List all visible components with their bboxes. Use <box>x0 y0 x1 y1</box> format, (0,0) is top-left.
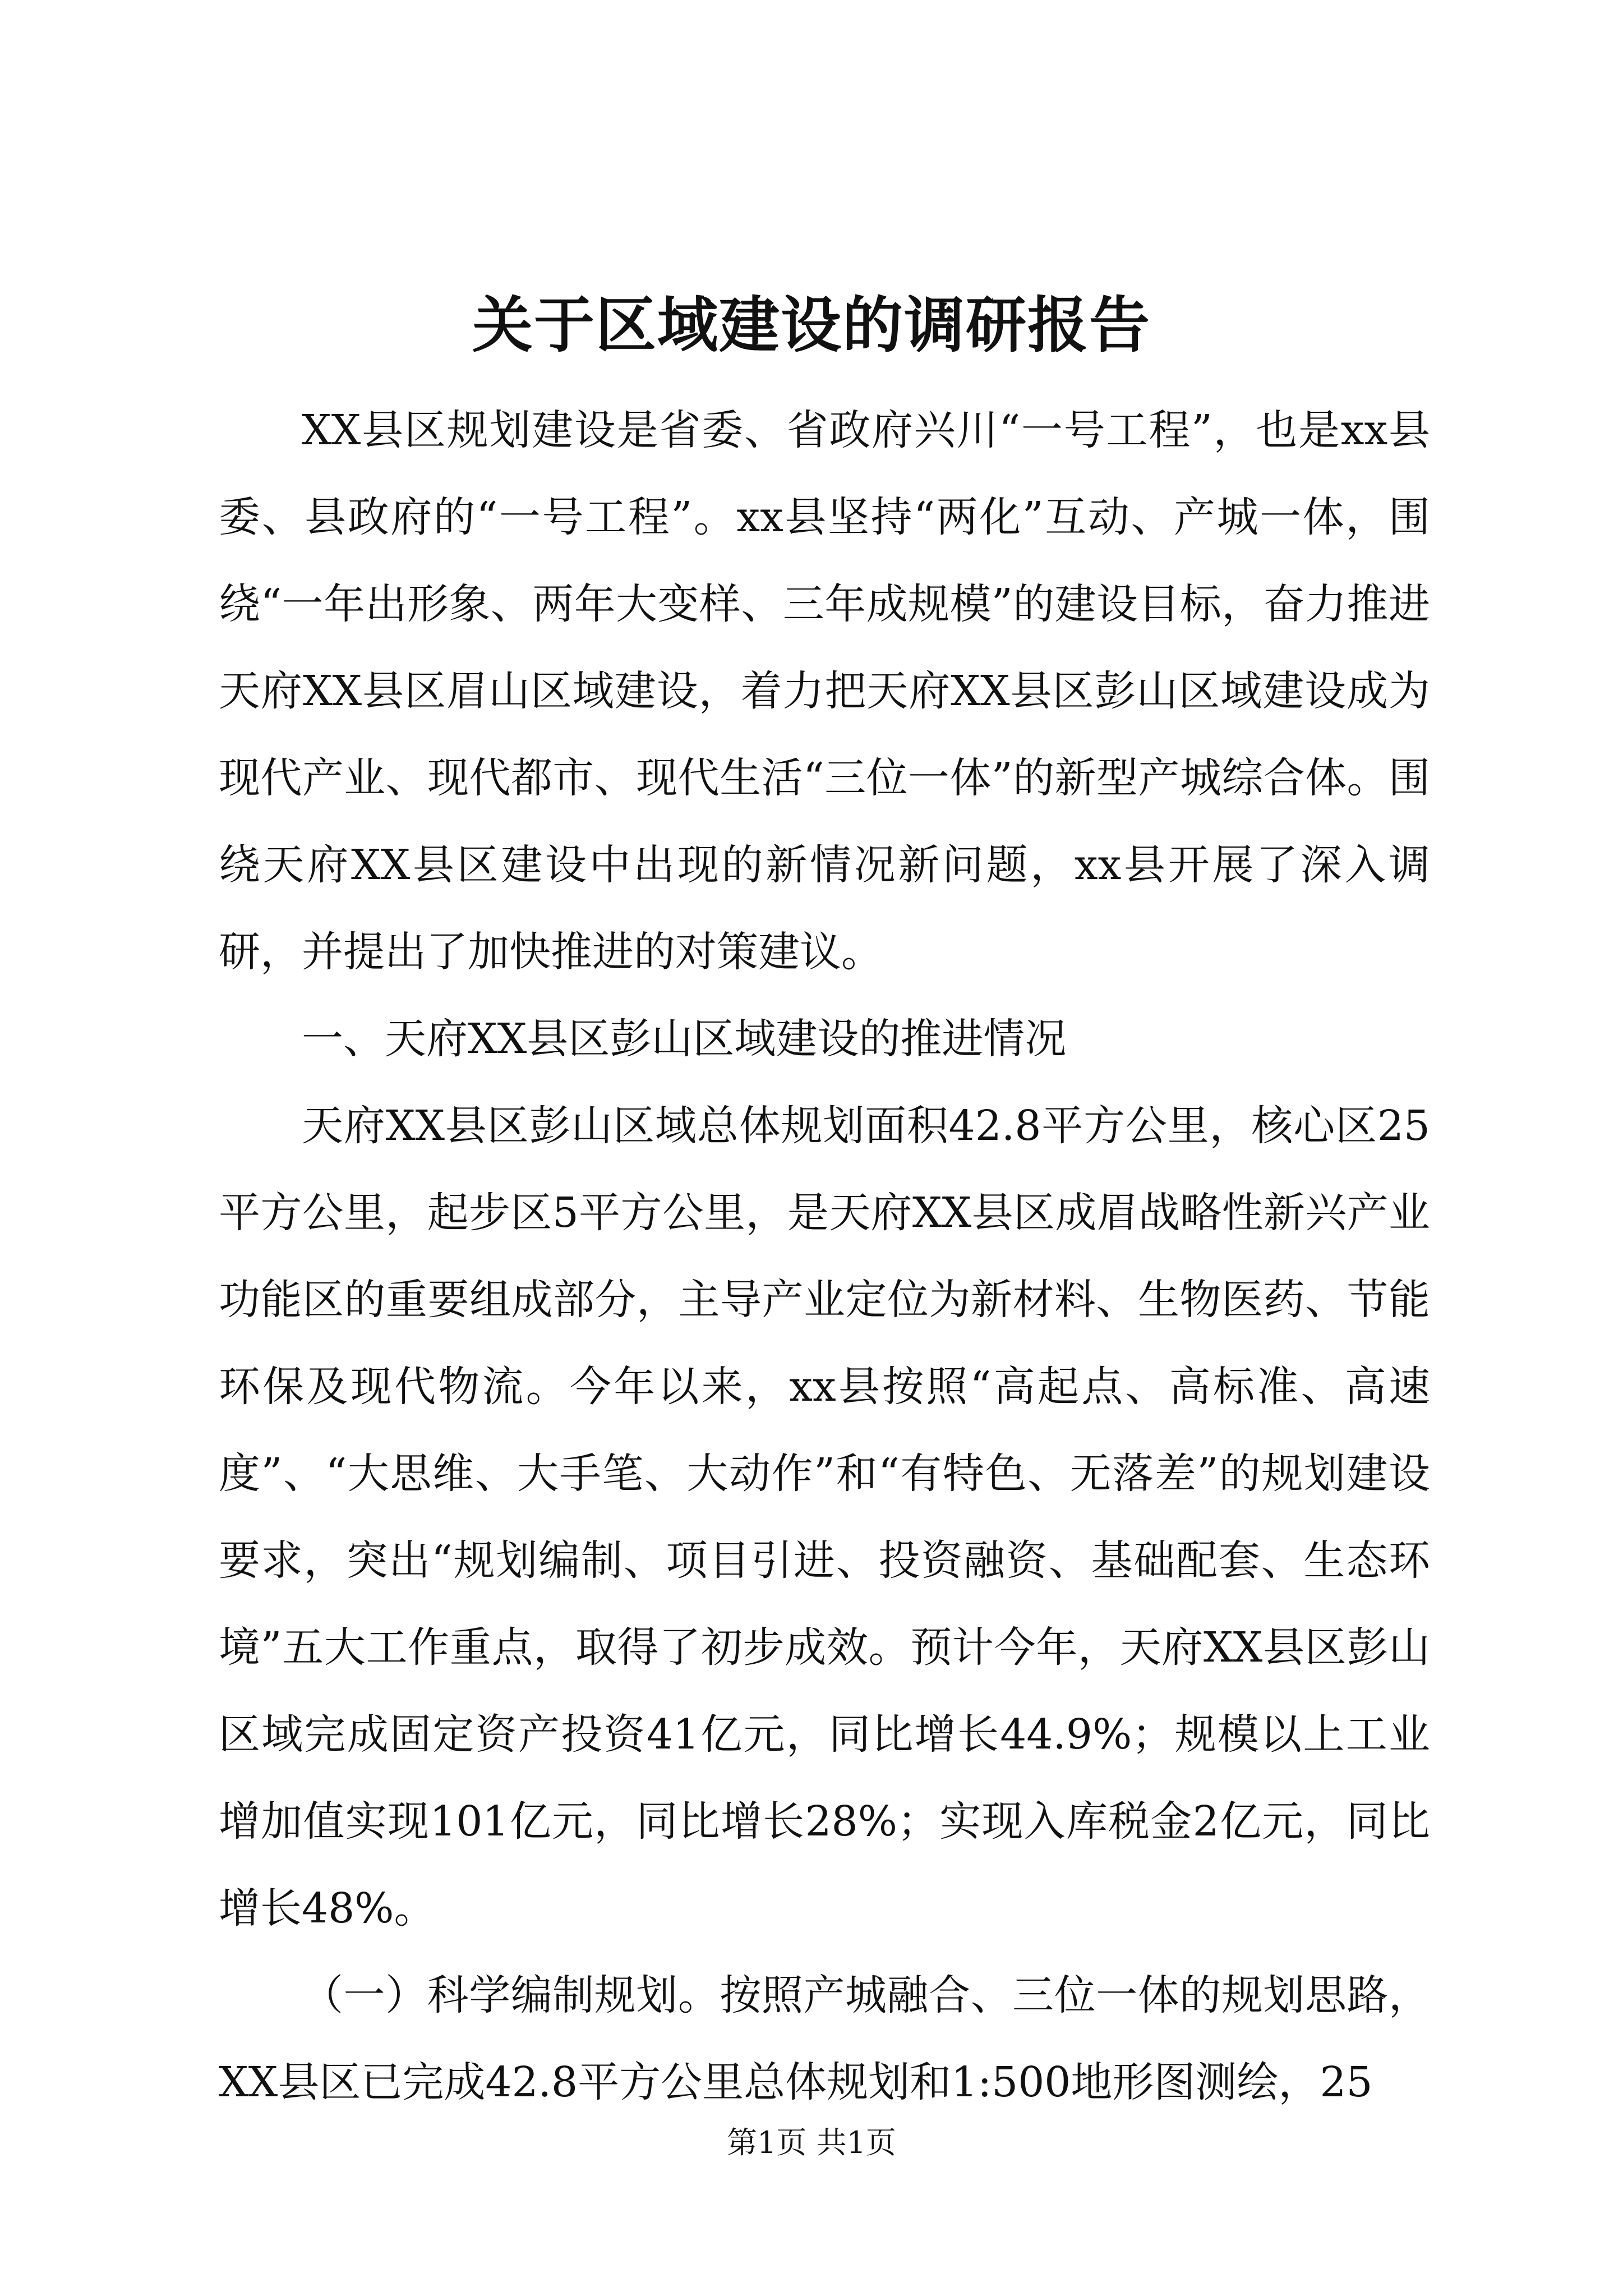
document-body <box>219 387 1430 2126</box>
paragraph-section-1: 天府XX县区彭山区域总体规划面积42.8平方公里，核心区25平方公里，起步区5平方公里，是天府XX县区成眉战略性新兴产业功能区的重要组成部分，主导产业定位为新材料、生物医药、节能环保及现代物流。今年以来，xx县按照“高起点、高标准、高速度”、“大思维、大手笔、大动作”和“有特色、无落差”的规划建设要求，突出“规划编制、项目引进、投资融资、基础配套、生态环境”五大工作重点，取得了初步成效。预计今年，天府XX县区彭山区域完成固定资产投资41亿元，同比增长44.9%；规模以上工业增加值实现101亿元，同比增长28%；实现入库税金2亿元，同比增长48%。 <box>219 1102 1430 1932</box>
paragraph-subsection-1: （一）科学编制规划。按照产城融合、三位一体的规划思路，XX县区已完成42.8平方公里总体规划和1:500地形图测绘，25 <box>219 1971 1430 2106</box>
document-title: 关于区域建设的调研报告 <box>472 290 1151 361</box>
page-footer: 第1页 共1页 <box>727 2125 896 2160</box>
paragraph-intro: XX县区规划建设是省委、省政府兴川“一号工程”，也是xx县委、县政府的“一号工程”。xx县坚持“两化”互动、产城一体，围绕“一年出形象、两年大变样、三年成规模”的建设目标，奋力推进天府XX县区眉山区域建设，着力把天府XX县区彭山区域建设成为现代产业、现代都市、现代生活“三位一体”的新型产城综合体。围绕天府XX县区建设中出现的新情况新问题，xx县开展了深入调研，并提出了加快推进的对策建议。 <box>219 406 1430 976</box>
section-heading-1: 一、天府XX县区彭山区域建设的推进情况 <box>302 1015 1067 1063</box>
